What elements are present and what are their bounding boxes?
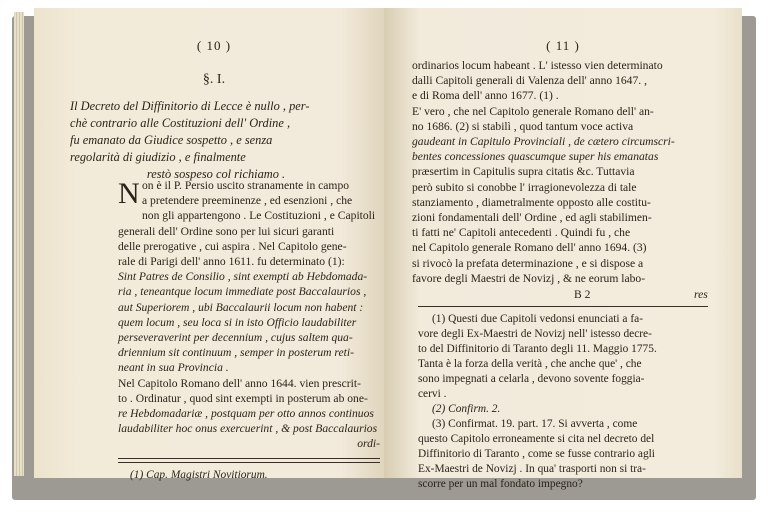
footnote-line: vore degli Ex-Maestri de Novizj nell' istesso decre- xyxy=(418,328,652,340)
footnote-rule xyxy=(418,306,708,307)
body-line: perseveraverint per decennium , cujus saltem qua- xyxy=(118,331,353,345)
footnote-line: to del Diffinitorio di Taranto degli 11. Maggio 1775. xyxy=(418,343,657,355)
drop-cap: N xyxy=(118,177,140,210)
body-line: laudabiliter hoc onus exercuerint , & post Baccalaurios xyxy=(118,422,378,436)
body-line: præsertim in Capitulis supra citatis &c. Tuttavia xyxy=(412,165,635,179)
body-line: zioni fondamentali dell' Ordine , ed agli stabilimen- xyxy=(412,211,652,225)
body-line: no 1686. (2) si stabilì , quod tantum voce activa xyxy=(412,119,634,133)
footnote-line: questo Capitolo erroneamente si cita nel decreto del xyxy=(418,433,655,445)
catchword-right: res xyxy=(694,288,708,301)
body-line: stanziamento , diametralmente opposto alle costitu- xyxy=(412,195,651,209)
left-page xyxy=(34,8,394,481)
footnote-line: (3) Confirmat. 19. part. 17. Si avverta , come xyxy=(432,418,638,430)
section-heading xyxy=(70,98,362,183)
footnote-line: Diffinitorio di Taranto , come se fusse contrario agli xyxy=(418,448,655,460)
body-line: favore degli Maestri de Novizj , & ne eorum labo- xyxy=(412,271,646,285)
body-line: e di Roma dell' anno 1677. (1) . xyxy=(412,89,559,103)
body-line: dalli Capitoli generali di Valenza dell' anno 1647. , xyxy=(412,74,647,88)
page-number-right: ( 11 ) xyxy=(546,38,580,53)
body-line: si rivocò la prefata determinazione , e si dispose a xyxy=(412,256,644,270)
body-line: ria , teneantque locum immediate post Baccalaurios , xyxy=(118,285,367,299)
heading-line: chè contrario alle Costituzioni dell' Ordine , xyxy=(70,116,291,130)
body-line: ordinarios locum habeant . L' istesso vien determinato xyxy=(412,59,663,72)
section-title: §. I. xyxy=(202,72,226,87)
heading-line: fu emanato da Giudice sospetto , e senza xyxy=(70,133,273,147)
body-line: on è il P. Persio uscito stranamente in campo xyxy=(142,179,350,192)
catchword-left: ordi- xyxy=(357,437,380,451)
body-line: rale di Parigi dell' anno 1611. fu determinato (1): xyxy=(118,255,345,269)
body-line: E' vero , che nel Capitolo generale Romano dell' an- xyxy=(412,104,654,118)
footnote-line: sono impegnati a celarla , devono sovente foggia- xyxy=(418,373,645,385)
footnote-line: (1) Questi due Capitoli vedonsi enunciati a fa- xyxy=(432,313,643,325)
body-line: aut Superiorem , ubi Baccalaurii locum non habent : xyxy=(118,300,364,314)
body-line: driennium sit continuum , semper in posterum reti- xyxy=(118,346,354,360)
body-line: bentes concessiones quascumque super his emanatas xyxy=(412,150,659,164)
body-line: gaudeant in Capitulo Provinciali , de cætero circumscri- xyxy=(412,135,675,149)
body-line: a pretendere preeminenze , ed esenzioni , che xyxy=(142,194,353,208)
signature-mark: B 2 xyxy=(574,288,591,301)
right-body xyxy=(412,58,722,286)
right-page xyxy=(384,8,742,490)
footnote-left: (1) Cap. Magistri Novitiorum. xyxy=(130,469,268,481)
left-body xyxy=(118,178,388,452)
body-line: re Hebdomadariæ , postquam per otto annos continuos xyxy=(118,407,374,421)
body-line: nel Capitolo generale Romano dell' anno 1694. (3) xyxy=(412,241,647,255)
footnote-line: scorre per un mal fondato impegno? xyxy=(418,478,583,490)
footnote-line: Tanta è la forza della verità , che anche que' , che xyxy=(418,358,642,370)
heading-line: restò sospeso col richiamo . xyxy=(146,167,286,181)
body-line: quem locum , seu loca si in isto Officio laudabiliter xyxy=(118,315,357,329)
footnote-rule xyxy=(118,458,380,463)
footnote-line: (2) Confirm. 2. xyxy=(432,403,501,415)
page-edges xyxy=(14,12,24,476)
heading-line: Il Decreto del Diffinitorio di Lecce è nullo , per- xyxy=(70,99,310,113)
heading-line: regolarità di giudizio , e finalmente xyxy=(70,150,246,164)
body-line: ti fatti ne' Capitoli antecedenti . Quindi fu , che xyxy=(412,226,631,240)
footnote-line: Ex-Maestri de Novizj . In qua' trasporti non si tra- xyxy=(418,463,646,475)
body-line: delle prerogative , cui aspira . Nel Capitolo gene- xyxy=(118,239,347,253)
page-number-left: ( 10 ) xyxy=(196,38,232,53)
body-line: però subito si conobbe l' irragionevolezza di tale xyxy=(412,180,637,194)
body-line: neant in sua Provincia . xyxy=(118,361,229,375)
body-line: to . Ordinatur , quod sint exempti in posterum ab one- xyxy=(118,391,368,405)
body-line: non gli appartengono . Le Costituzioni , e Capitoli xyxy=(142,209,376,223)
footnote-line: cervi . xyxy=(418,388,447,400)
footnotes-right xyxy=(418,312,718,492)
body-line: Sint Patres de Consilio , sint exempti ab Hebdomada- xyxy=(118,270,368,284)
body-line: generali dell' Ordine sono per lui sicuri garanti xyxy=(118,224,335,238)
body-line: Nel Capitolo Romano dell' anno 1644. vien prescrit- xyxy=(118,376,361,390)
